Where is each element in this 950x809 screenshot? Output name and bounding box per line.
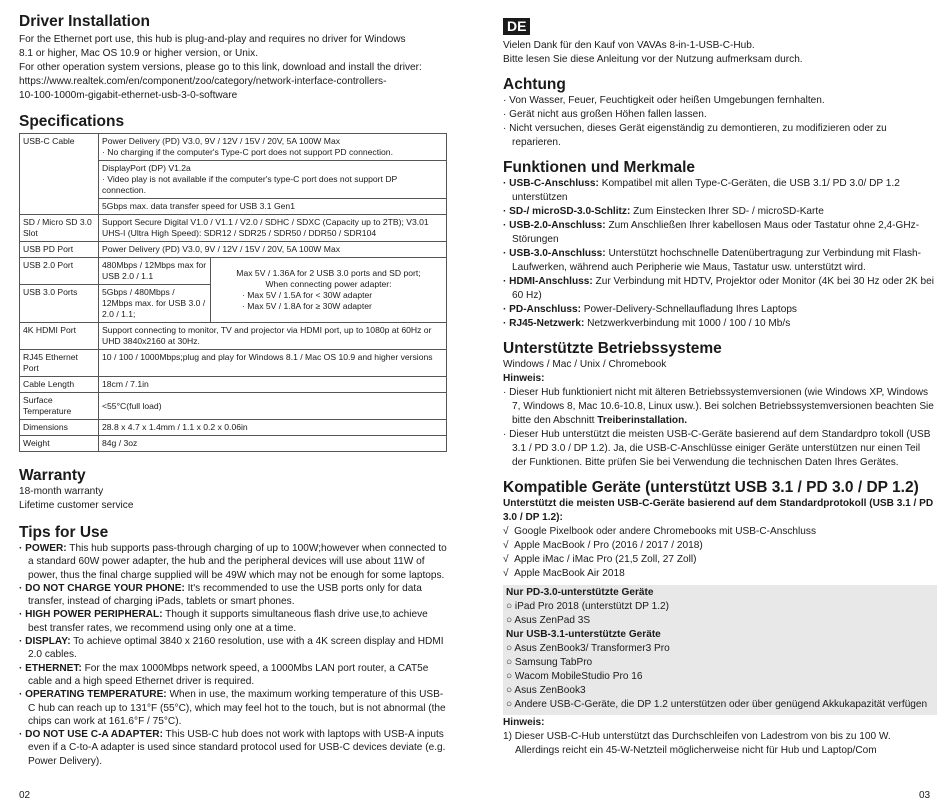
specifications-table bbox=[19, 133, 447, 452]
driver-installation-text bbox=[19, 33, 449, 103]
circle-icon: ○ bbox=[506, 699, 513, 710]
device-name: Apple iMac / iMac Pro (21,5 Zoll, 27 Zoll) bbox=[514, 554, 697, 565]
list-item bbox=[503, 553, 935, 567]
list-item bbox=[503, 539, 935, 553]
check-icon: √ bbox=[503, 526, 509, 537]
note-link-text: Treiberinstallation. bbox=[597, 415, 688, 426]
list-item bbox=[506, 698, 934, 712]
feature-label: · USB-2.0-Anschluss: bbox=[503, 220, 606, 231]
tips-heading: Tips for Use bbox=[19, 524, 109, 541]
usb-power-spec bbox=[211, 258, 447, 323]
list-item bbox=[506, 684, 934, 698]
tips-list bbox=[19, 542, 449, 768]
spec-value: 10 / 100 / 1000Mbps;plug and play for Windows 8.1 / Mac OS 10.9 and higher versions bbox=[99, 350, 447, 377]
tip-label: · DO NOT USE C-A ADAPTER: bbox=[19, 729, 163, 741]
warranty-line: Lifetime customer service bbox=[19, 500, 134, 511]
table-row bbox=[20, 134, 447, 161]
spec-label: USB-C Cable bbox=[20, 134, 99, 215]
feature-text: Unterstützt hochschnelle Datenübertragung zur Verbindung mit Flash-Laufwerken, während auch Peripherie wie Maus, Tastatur usw. unterstützt wird. bbox=[512, 248, 921, 273]
spec-value: 18cm / 7.1in bbox=[99, 377, 447, 393]
table-row bbox=[20, 242, 447, 258]
spec-value bbox=[99, 161, 447, 199]
pd-only-heading: Nur PD-3.0-unterstützte Geräte bbox=[506, 587, 654, 598]
check-icon: √ bbox=[503, 568, 509, 579]
tip-text: When in use, the maximum working temperature of this USB-C hub can reach up to 131°F (55°C), which may feel hot to the touch, but is not abnormal (the chips can work at 161.6°F / 75°C). bbox=[28, 689, 446, 727]
list-item bbox=[506, 614, 934, 628]
spec-value-note: · No charging if the computer's Type-C port does not support PD connection. bbox=[102, 147, 393, 157]
tip-label: · ETHERNET: bbox=[19, 662, 82, 674]
tip-text: This USB-C hub does not work with laptops with USB-A inputs even if a C-to-A adapter is used since standard protocol used for USB-C devices deviate (e.g. Power Delivery). bbox=[28, 729, 446, 767]
circle-icon: ○ bbox=[506, 615, 513, 626]
spec-value: 28.8 x 4.7 x 1.4mm / 1.1 x 0.2 x 0.06in bbox=[99, 420, 447, 436]
driver-link[interactable]: 10-100-1000m-gigabit-ethernet-usb-3-0-software bbox=[19, 90, 238, 101]
table-row bbox=[20, 258, 447, 285]
systeme-heading: Unterstützte Betriebssysteme bbox=[503, 340, 722, 357]
warranty-line: 18-month warranty bbox=[19, 486, 104, 497]
spec-value bbox=[99, 134, 447, 161]
table-row bbox=[20, 377, 447, 393]
circle-icon: ○ bbox=[506, 643, 513, 654]
funktionen-heading: Funktionen und Merkmale bbox=[503, 159, 696, 176]
feature-label: · USB-3.0-Anschluss: bbox=[503, 248, 606, 259]
device-name: Apple MacBook Air 2018 bbox=[514, 568, 625, 579]
list-item bbox=[19, 688, 449, 728]
os-list: Windows / Mac / Unix / Chromebook bbox=[503, 359, 667, 370]
list-item bbox=[19, 635, 449, 662]
intro-line: Vielen Dank für den Kauf von VAVAs 8-in-1-USB-C-Hub. bbox=[503, 40, 755, 51]
driver-installation-heading: Driver Installation bbox=[19, 13, 150, 30]
feature-text: Netzwerkverbindung mit 1000 / 100 / 10 Mb/s bbox=[584, 318, 791, 329]
driver-line: 8.1 or higher, Mac OS 10.9 or higher version, or Unix. bbox=[19, 48, 259, 59]
list-item bbox=[506, 670, 934, 684]
list-item bbox=[19, 662, 449, 689]
feature-text: Zum Einstecken Ihrer SD- / microSD-Karte bbox=[630, 206, 824, 217]
tip-text: This hub supports pass-through charging of up to 100W;however when connected to a standard 60W power adapter, the hub and the peripheral devices will use about 11W of power, thus the final charge supplied will be 49W which may not be enough for some laptops. bbox=[28, 543, 447, 581]
circle-icon: ○ bbox=[506, 671, 513, 682]
device-name: Asus ZenPad 3S bbox=[514, 615, 591, 626]
device-name: Samsung TabPro bbox=[514, 657, 593, 668]
table-row bbox=[20, 393, 447, 420]
spec-value-line: Power Delivery (PD) V3.0, 9V / 12V / 15V / 20V, 5A 100W Max bbox=[102, 136, 341, 146]
device-name: Wacom MobileStudio Pro 16 bbox=[514, 671, 643, 682]
kompatibel-subtitle: Unterstützt die meisten USB-C-Geräte basierend auf dem Standardprotokoll (USB 3.1 / PD 3.0 / DP 1.2): bbox=[503, 498, 934, 523]
device-name: Asus ZenBook3/ Transformer3 Pro bbox=[514, 643, 670, 654]
circle-icon: ○ bbox=[506, 657, 513, 668]
spec-value: Power Delivery (PD) V3.0, 9V / 12V / 15V / 20V, 5A 100W Max bbox=[99, 242, 447, 258]
list-item bbox=[503, 247, 935, 275]
list-item bbox=[503, 177, 935, 205]
tip-text: For the max 1000Mbps network speed, a 1000Mbs LAN port router, a CAT5e cable and a high speed Ethernet driver is required. bbox=[28, 662, 429, 687]
list-item bbox=[19, 608, 449, 635]
list-item bbox=[503, 275, 935, 303]
list-item bbox=[503, 525, 935, 539]
list-item bbox=[506, 642, 934, 656]
left-page bbox=[19, 12, 449, 768]
limited-support-box bbox=[503, 585, 937, 715]
feature-label: · SD-/ microSD-3.0-Schlitz: bbox=[503, 206, 631, 217]
hinweis-label: Hinweis: bbox=[503, 373, 545, 384]
list-item bbox=[19, 542, 449, 582]
list-item bbox=[503, 386, 935, 428]
usb-power-line: · Max 5V / 1.5A for < 30W adapter bbox=[242, 290, 373, 300]
spec-value-note: · Video play is not available if the computer's type-C port does not support DP connection. bbox=[102, 174, 398, 195]
device-name: Asus ZenBook3 bbox=[514, 685, 586, 696]
final-note: 1) Dieser USB-C-Hub unterstützt das Durchschleifen von Ladestrom von bis zu 100 W. Allerdings reicht ein 45-W-Netzteil möglicherweise nicht für Hub und Laptop/Com bbox=[503, 731, 891, 756]
feature-label: · PD-Anschluss: bbox=[503, 304, 581, 315]
list-item: · Nicht versuchen, dieses Gerät eigenständig zu demontieren, zu modifizieren oder zu reparieren. bbox=[503, 123, 887, 148]
usb-only-heading: Nur USB-3.1-unterstützte Geräte bbox=[506, 629, 661, 640]
list-item bbox=[503, 303, 935, 317]
table-row bbox=[20, 350, 447, 377]
spec-label: 4K HDMI Port bbox=[20, 323, 99, 350]
device-name: iPad Pro 2018 (unterstützt DP 1.2) bbox=[514, 601, 670, 612]
spec-label: RJ45 Ethernet Port bbox=[20, 350, 99, 377]
spec-label: Cable Length bbox=[20, 377, 99, 393]
device-name: Andere USB-C-Geräte, die DP 1.2 unterstützen oder über genügend Akkukapazität verfügen bbox=[514, 699, 928, 710]
language-badge: DE bbox=[503, 18, 530, 35]
table-row bbox=[20, 420, 447, 436]
usb-power-line: When connecting power adapter: bbox=[265, 279, 392, 289]
warranty-heading: Warranty bbox=[19, 467, 86, 484]
kompatibel-heading: Kompatible Geräte (unterstützt USB 3.1 / PD 3.0 / DP 1.2) bbox=[503, 479, 919, 496]
spec-label: Weight bbox=[20, 436, 99, 452]
feature-text: Zur Verbindung mit HDTV, Projektor oder Monitor (4K bei 30 Hz oder 2K bei 60 Hz) bbox=[512, 276, 935, 301]
feature-label: · USB-C-Anschluss: bbox=[503, 178, 599, 189]
spec-value: 480Mbps / 12Mbps max for USB 2.0 / 1.1 bbox=[99, 258, 211, 285]
list-item: · Dieser Hub unterstützt die meisten USB-C-Geräte basierend auf dem Standardpro tokoll (USB 3.1 / PD 3.0 / DP 1.2). Ja, die USB-C-Anschlüsse einiger Geräte unterstützen nur einen Teil der Funktionen. Bitte prüfen Sie bei Verwendung die technischen Daten Ihres Gerätes. bbox=[503, 429, 931, 468]
usb-power-line: · Max 5V / 1.8A for ≥ 30W adapter bbox=[242, 301, 372, 311]
spec-value: 84g / 3oz bbox=[99, 436, 447, 452]
feature-text: Zum Anschließen Ihrer kabellosen Maus oder Tastatur ohne 2,4-GHz-Störungen bbox=[512, 220, 920, 245]
tip-label: · DO NOT CHARGE YOUR PHONE: bbox=[19, 582, 185, 594]
list-item bbox=[506, 600, 934, 614]
tip-text: Though it supports simultaneous flash drive use,to achieve best transfer rates, we recommend using only one at a time. bbox=[28, 609, 428, 634]
spec-label: SD / Micro SD 3.0 Slot bbox=[20, 215, 99, 242]
check-icon: √ bbox=[503, 554, 509, 565]
tip-text: To achieve optimal 3840 x 2160 resolution, use with a 4K screen display and HDMI 2.0 cables. bbox=[28, 636, 444, 661]
driver-line: For the Ethernet port use, this hub is plug-and-play and requires no driver for Windows bbox=[19, 34, 406, 45]
spec-value: 5Gbps max. data transfer speed for USB 3.1 Gen1 bbox=[99, 199, 447, 215]
device-name: Google Pixelbook oder andere Chromebooks mit USB-C-Anschluss bbox=[514, 526, 816, 537]
spec-label: Dimensions bbox=[20, 420, 99, 436]
right-page bbox=[503, 18, 935, 758]
tip-label: · DISPLAY: bbox=[19, 636, 71, 648]
list-item bbox=[503, 567, 935, 581]
list-item bbox=[503, 205, 935, 219]
spec-label: Surface Temperature bbox=[20, 393, 99, 420]
page-number-right: 03 bbox=[919, 790, 931, 801]
tip-label: · HIGH POWER PERIPHERAL: bbox=[19, 609, 163, 621]
device-name: Apple MacBook / Pro (2016 / 2017 / 2018) bbox=[514, 540, 703, 551]
tip-label: · OPERATING TEMPERATURE: bbox=[19, 689, 167, 701]
spec-value: 5Gbps / 480Mbps / 12Mbps max. for USB 3.0 / 2.0 / 1.1; bbox=[99, 285, 211, 323]
spec-label: USB PD Port bbox=[20, 242, 99, 258]
table-row bbox=[20, 436, 447, 452]
spec-label: USB 2.0 Port bbox=[20, 258, 99, 285]
check-icon: √ bbox=[503, 540, 509, 551]
list-item: · Gerät nicht aus großen Höhen fallen lassen. bbox=[503, 109, 707, 120]
circle-icon: ○ bbox=[506, 685, 513, 696]
spec-value: Support Secure Digital V1.0 / V1.1 / V2.0 / SDHC / SDXC (Capacity up to 2TB); V3.01 UHS-I (Ultra High Speed): SDR12 / SDR25 / SDR50 / DDR50 / SDR104 bbox=[99, 215, 447, 242]
table-row bbox=[20, 215, 447, 242]
spec-label: USB 3.0 Ports bbox=[20, 285, 99, 323]
spec-value: Support connecting to monitor, TV and projector via HDMI port, up to 1080p at 60Hz or UHD 3840x2160 at 30Hz. bbox=[99, 323, 447, 350]
list-item bbox=[506, 656, 934, 670]
note-text: · Dieser Hub funktioniert nicht mit älteren Betriebssystemversionen (wie Windows XP, Windows 7, Windows 8, Mac 10.6-10.8, Linux usw.). Bei solchen Betriebssystemversionen beachten Sie bitte den Abschnitt bbox=[503, 387, 934, 426]
tip-text: It's recommended to use the USB ports only for data transfer, instead of charging iPads, tablets or smart phones. bbox=[28, 582, 422, 608]
spec-value-line: DisplayPort (DP) V1.2a bbox=[102, 163, 191, 173]
feature-label: · RJ45-Netzwerk: bbox=[503, 318, 585, 329]
page-number-left: 02 bbox=[19, 790, 31, 801]
specifications-heading: Specifications bbox=[19, 113, 125, 130]
list-item bbox=[503, 219, 935, 247]
table-row bbox=[20, 323, 447, 350]
circle-icon: ○ bbox=[506, 601, 513, 612]
usb-power-line: Max 5V / 1.36A for 2 USB 3.0 ports and SD port; bbox=[236, 268, 421, 278]
feature-text: Kompatibel mit allen Type-C-Geräten, die USB 3.1/ PD 3.0/ DP 1.2 unterstützen bbox=[512, 178, 900, 203]
intro-line: Bitte lesen Sie diese Anleitung vor der Nutzung aufmerksam durch. bbox=[503, 54, 803, 65]
list-item bbox=[19, 728, 449, 768]
spec-value: <55°C(full load) bbox=[99, 393, 447, 420]
tip-label: · POWER: bbox=[19, 543, 67, 554]
list-item bbox=[19, 582, 449, 609]
feature-label: · HDMI-Anschluss: bbox=[503, 276, 593, 287]
list-item: · Von Wasser, Feuer, Feuchtigkeit oder heißen Umgebungen fernhalten. bbox=[503, 95, 825, 106]
driver-link[interactable]: https://www.realtek.com/en/component/zoo/category/network-interface-controllers- bbox=[19, 76, 387, 87]
list-item bbox=[503, 317, 935, 331]
achtung-heading: Achtung bbox=[503, 76, 566, 93]
hinweis-label: Hinweis: bbox=[503, 717, 545, 728]
driver-line: For other operation system versions, please go to this link, download and install the driver: bbox=[19, 62, 422, 73]
feature-text: Power-Delivery-Schnellaufladung Ihres Laptops bbox=[580, 304, 797, 315]
